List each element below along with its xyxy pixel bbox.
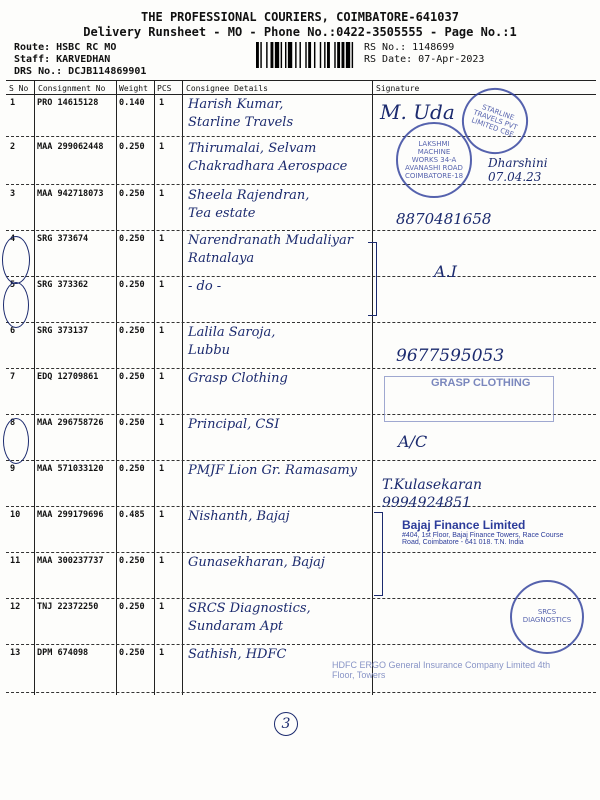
row-divider xyxy=(6,598,596,599)
row-consignment-no: TNJ 22372250 xyxy=(37,602,99,612)
row-sno: 12 xyxy=(10,602,21,612)
row-pcs: 1 xyxy=(159,326,165,336)
row-consignment-no: SRG 373137 xyxy=(37,326,89,336)
row-weight: 0.250 xyxy=(119,189,145,199)
circle-mark-4 xyxy=(2,236,30,284)
row-weight: 0.250 xyxy=(119,280,145,290)
row-consignment-no: SRG 373362 xyxy=(37,280,89,290)
row-sno: 2 xyxy=(10,142,16,152)
row-sno: 11 xyxy=(10,556,21,566)
row-divider xyxy=(6,460,596,461)
row-weight: 0.250 xyxy=(119,326,145,336)
signature-8: A/C xyxy=(398,432,428,451)
row-consignee: - do - xyxy=(188,279,222,294)
row-pcs: 1 xyxy=(159,98,165,108)
row-consignment-no: MAA 571033120 xyxy=(37,464,104,474)
row-weight: 0.250 xyxy=(119,556,145,566)
row-divider xyxy=(6,322,596,323)
row-consignee: PMJF Lion Gr. Ramasamy xyxy=(188,463,357,478)
runsheet-title: THE PROFESSIONAL COURIERS, COIMBATORE-641037 xyxy=(141,10,459,24)
row-sno: 10 xyxy=(10,510,21,520)
row-divider xyxy=(6,368,596,369)
signature-3: 8870481658 xyxy=(396,210,492,228)
signature-9: T.Kulasekaran 9994924851 xyxy=(382,477,483,511)
row-weight: 0.250 xyxy=(119,464,145,474)
row-consignment-no: MAA 942718073 xyxy=(37,189,104,199)
row-weight: 0.250 xyxy=(119,648,145,658)
row-consignee: Harish Kumar, Starline Travels xyxy=(188,97,294,130)
rs-number: RS No.: 1148699 xyxy=(364,42,455,53)
row-pcs: 1 xyxy=(159,189,165,199)
row-divider xyxy=(6,276,596,277)
row-divider xyxy=(6,644,596,645)
col-consignment: Consignment No xyxy=(38,84,106,93)
signature-4: A.I xyxy=(434,262,457,281)
row-consignee: Grasp Clothing xyxy=(188,371,288,386)
signature-2: Dharshini 07.04.23 xyxy=(488,156,548,184)
grasp-stamp: GRASP CLOTHING xyxy=(384,376,554,422)
hdfc-stamp: HDFC ERGO General Insurance Company Limited 4th Floor, Towers xyxy=(332,660,551,680)
row-consignment-no: MAA 300237737 xyxy=(37,556,104,566)
row-sno: 8 xyxy=(10,418,16,428)
row-sno: 3 xyxy=(10,189,16,199)
route: Route: HSBC RC MO xyxy=(14,42,117,53)
row-consignee: Sheela Rajendran, Tea estate xyxy=(188,188,310,221)
row-consignment-no: PRO 14615128 xyxy=(37,98,99,108)
row-consignee: Narendranath Mudaliyar Ratnalaya xyxy=(188,233,353,266)
row-pcs: 1 xyxy=(159,602,165,612)
row-sno: 5 xyxy=(10,280,16,290)
row-pcs: 1 xyxy=(159,142,165,152)
row-consignee: Lalila Saroja, Lubbu xyxy=(188,325,276,358)
row-pcs: 1 xyxy=(159,556,165,566)
row-divider xyxy=(6,230,596,231)
rs-date: RS Date: 07-Apr-2023 xyxy=(364,54,485,65)
col-pcs: PCS xyxy=(157,84,172,93)
row-consignment-no: EDQ 12709861 xyxy=(37,372,99,382)
row-consignee: Gunasekharan, Bajaj xyxy=(188,555,325,570)
row-consignment-no: MAA 296758726 xyxy=(37,418,104,428)
row-divider xyxy=(6,184,596,185)
col-signature: Signature xyxy=(376,84,420,93)
row-consignee: Principal, CSI xyxy=(188,417,280,432)
row-divider xyxy=(6,692,596,693)
col-consignee: Consignee Details xyxy=(186,84,268,93)
row-divider xyxy=(6,552,596,553)
bracket-mark-2 xyxy=(374,512,383,596)
row-pcs: 1 xyxy=(159,280,165,290)
row-weight: 0.250 xyxy=(119,418,145,428)
drs-number: DRS No.: DCJB114869901 xyxy=(14,66,147,77)
row-divider xyxy=(6,506,596,507)
row-sno: 13 xyxy=(10,648,21,658)
col-sno: S No xyxy=(9,84,29,93)
row-weight: 0.250 xyxy=(119,234,145,244)
row-consignee: Nishanth, Bajaj xyxy=(188,509,290,524)
col-weight: Weight xyxy=(119,84,148,93)
row-pcs: 1 xyxy=(159,234,165,244)
row-weight: 0.140 xyxy=(119,98,145,108)
barcode xyxy=(256,42,356,68)
circle-mark-8 xyxy=(3,418,29,464)
signature-1: M. Uda xyxy=(380,100,455,124)
row-consignment-no: SRG 373674 xyxy=(37,234,89,244)
row-consignment-no: DPM 674098 xyxy=(37,648,89,658)
row-sno: 9 xyxy=(10,464,16,474)
lakshmi-stamp: LAKSHMI MACHINE WORKS 34-A AVANASHI ROAD COIMBATORE-18 xyxy=(396,122,472,198)
row-sno: 1 xyxy=(10,98,16,108)
row-pcs: 1 xyxy=(159,418,165,428)
row-pcs: 1 xyxy=(159,372,165,382)
row-sno: 6 xyxy=(10,326,16,336)
srcs-stamp: SRCS DIAGNOSTICS xyxy=(510,580,584,654)
row-consignee: SRCS Diagnostics, Sundaram Apt xyxy=(188,601,311,634)
row-consignment-no: MAA 299179696 xyxy=(37,510,104,520)
starline-stamp: STARLINE TRAVELS PVT LIMITED CBE xyxy=(453,79,538,164)
footer-mark: 3 xyxy=(274,712,298,736)
row-pcs: 1 xyxy=(159,464,165,474)
bracket-mark xyxy=(368,242,377,316)
row-sno: 4 xyxy=(10,234,16,244)
row-consignment-no: MAA 299062448 xyxy=(37,142,104,152)
circle-mark-5 xyxy=(3,282,29,328)
runsheet-subtitle: Delivery Runsheet - MO - Phone No.:0422-3505555 - Page No.:1 xyxy=(83,25,517,39)
signature-6: 9677595053 xyxy=(396,346,505,366)
row-weight: 0.250 xyxy=(119,602,145,612)
row-pcs: 1 xyxy=(159,510,165,520)
row-weight: 0.250 xyxy=(119,142,145,152)
row-weight: 0.485 xyxy=(119,510,145,520)
row-sno: 7 xyxy=(10,372,16,382)
row-weight: 0.250 xyxy=(119,372,145,382)
row-consignee: Thirumalai, Selvam Chakradhara Aerospace xyxy=(188,141,348,174)
row-pcs: 1 xyxy=(159,648,165,658)
bajaj-stamp: Bajaj Finance Limited #404, 1st Floor, Bajaj Finance Towers, Race Course Road, Coimbatore - 641 018. T.N. India xyxy=(402,518,564,546)
row-consignee: Sathish, HDFC xyxy=(188,647,287,662)
staff: Staff: KARVEDHAN xyxy=(14,54,111,65)
